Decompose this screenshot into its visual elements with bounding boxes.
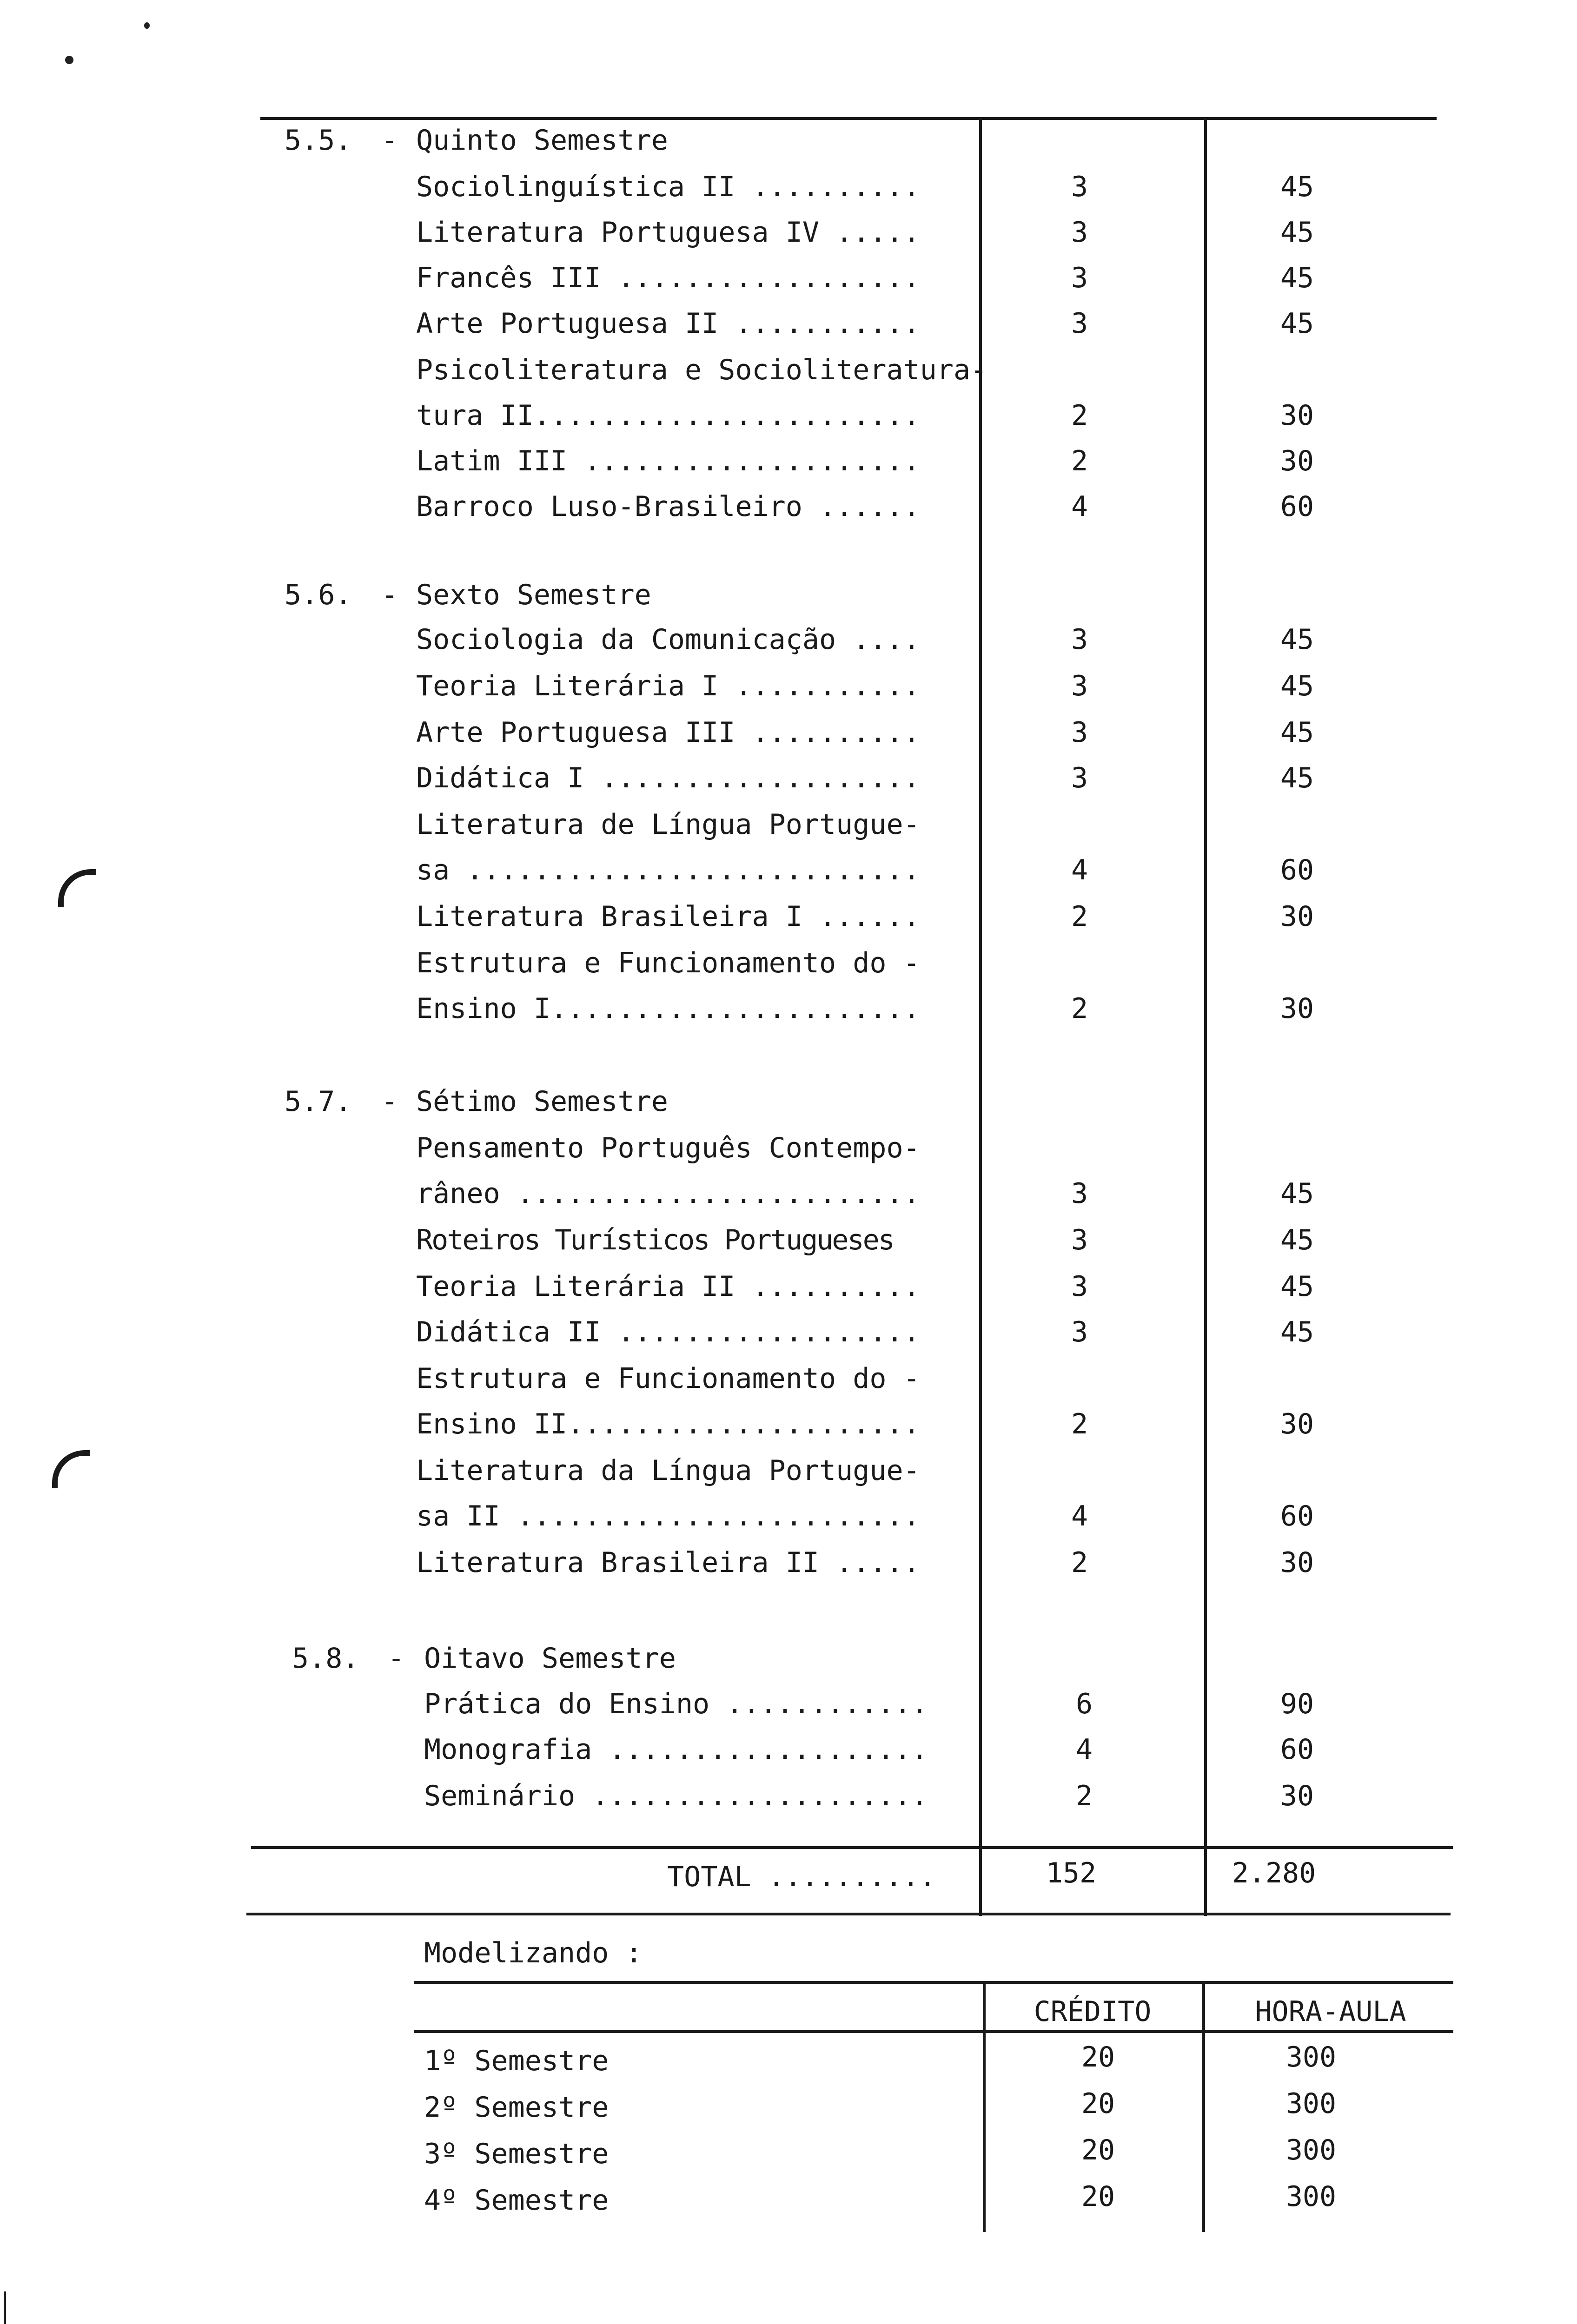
- hours-value: 45: [1280, 1316, 1314, 1348]
- table-top-rule: [260, 117, 1437, 120]
- binder-hole-mark-icon: [52, 1450, 90, 1488]
- course-name: Arte Portuguesa III ..........: [416, 716, 920, 749]
- column-divider-2: [1204, 117, 1207, 1916]
- credit-value: 3: [1071, 171, 1088, 203]
- credit-value: 2: [1071, 900, 1088, 933]
- model-credit: 20: [1081, 2087, 1115, 2120]
- scan-speck: [65, 56, 73, 64]
- course-name: Literatura Brasileira II .....: [416, 1546, 920, 1579]
- model-semester: 2º Semestre: [424, 2091, 609, 2124]
- hours-value: 45: [1280, 623, 1314, 656]
- hours-value: 30: [1280, 992, 1314, 1025]
- total-top-rule: [251, 1846, 1453, 1849]
- course-name: Pensamento Português Contempo-: [416, 1132, 920, 1164]
- course-name: Literatura Portuguesa IV .....: [416, 216, 920, 249]
- credit-value: 6: [1075, 1688, 1093, 1720]
- hours-value: 30: [1280, 399, 1314, 432]
- total-credit: 152: [1046, 1857, 1097, 1889]
- hours-value: 60: [1280, 1500, 1314, 1532]
- credit-value: 3: [1071, 670, 1088, 702]
- hours-value: 30: [1280, 1546, 1314, 1579]
- section-title: Sétimo Semestre: [416, 1085, 668, 1118]
- credit-value: 3: [1071, 762, 1088, 794]
- section-title: Oitavo Semestre: [424, 1642, 676, 1675]
- model-credit: 20: [1081, 2041, 1115, 2073]
- credit-value: 4: [1075, 1733, 1093, 1766]
- course-name: sa ...........................: [416, 854, 920, 886]
- course-name: Monografia ...................: [424, 1733, 928, 1766]
- credit-value: 3: [1071, 1316, 1088, 1348]
- course-name: Psicoliteratura e Socioliteratura-: [416, 354, 987, 386]
- total-label: TOTAL ..........: [667, 1861, 936, 1893]
- hours-value: 30: [1280, 1780, 1314, 1812]
- section-dash: -: [388, 1642, 405, 1675]
- page-edge-vertical: [4, 2291, 6, 2324]
- hours-value: 45: [1280, 670, 1314, 702]
- credit-value: 2: [1071, 1546, 1088, 1579]
- course-name: Roteiros Turísticos Portugueses: [416, 1224, 894, 1256]
- model-credit: 20: [1081, 2180, 1115, 2213]
- model-semester: 3º Semestre: [424, 2138, 609, 2170]
- model-hours: 300: [1285, 2041, 1337, 2073]
- hours-value: 30: [1280, 900, 1314, 933]
- model-column-divider-2: [1202, 1981, 1205, 2232]
- model-top-rule: [414, 1981, 1453, 1984]
- hours-value: 45: [1280, 307, 1314, 340]
- credit-value: 3: [1071, 1177, 1088, 1210]
- credit-value: 3: [1071, 262, 1088, 294]
- hours-value: 45: [1280, 262, 1314, 294]
- hours-value: 90: [1280, 1688, 1314, 1720]
- course-name: Ensino II.....................: [416, 1408, 920, 1440]
- hours-value: 45: [1280, 762, 1314, 794]
- course-name: râneo ........................: [416, 1177, 920, 1210]
- model-credit: 20: [1081, 2134, 1115, 2166]
- section-dash: -: [381, 1085, 398, 1118]
- model-title: Modelizando :: [424, 1937, 643, 1969]
- credit-value: 2: [1075, 1780, 1093, 1812]
- course-name: Estrutura e Funcionamento do -: [416, 1362, 920, 1395]
- total-bottom-rule: [246, 1913, 1451, 1915]
- course-name: Ensino I......................: [416, 992, 920, 1025]
- course-name: Latim III ....................: [416, 445, 920, 477]
- hours-value: 45: [1280, 171, 1314, 203]
- course-name: Sociologia da Comunicação ....: [416, 623, 920, 656]
- course-name: sa II ........................: [416, 1500, 920, 1532]
- column-divider-1: [979, 117, 982, 1916]
- credit-value: 3: [1071, 716, 1088, 749]
- course-name: Didática I ...................: [416, 762, 920, 794]
- section-dash: -: [381, 124, 398, 157]
- total-hours: 2.280: [1232, 1857, 1316, 1889]
- course-name: Prática do Ensino ............: [424, 1688, 928, 1720]
- model-header-rule: [414, 2030, 1453, 2033]
- credit-value: 4: [1071, 1500, 1088, 1532]
- model-column-divider-1: [983, 1981, 986, 2232]
- course-name: Literatura de Língua Portugue-: [416, 808, 920, 841]
- credit-value: 3: [1071, 623, 1088, 656]
- credit-value: 4: [1071, 854, 1088, 886]
- binder-hole-mark-icon: [58, 869, 96, 907]
- credit-value: 3: [1071, 307, 1088, 340]
- model-semester: 4º Semestre: [424, 2184, 609, 2217]
- hours-value: 45: [1280, 1270, 1314, 1303]
- hours-value: 60: [1280, 490, 1314, 523]
- section-number: 5.5.: [285, 124, 352, 157]
- course-name: tura II.......................: [416, 399, 920, 432]
- course-name: Literatura Brasileira I ......: [416, 900, 920, 933]
- course-name: Literatura da Língua Portugue-: [416, 1454, 920, 1487]
- hours-value: 30: [1280, 445, 1314, 477]
- course-name: Seminário ....................: [424, 1780, 928, 1812]
- hours-value: 45: [1280, 1177, 1314, 1210]
- course-name: Arte Portuguesa II ...........: [416, 307, 920, 340]
- section-title: Sexto Semestre: [416, 579, 651, 611]
- course-name: Barroco Luso-Brasileiro ......: [416, 490, 920, 523]
- model-hours: 300: [1285, 2134, 1337, 2166]
- credit-value: 2: [1071, 1408, 1088, 1440]
- course-name: Teoria Literária I ...........: [416, 670, 920, 702]
- model-hours: 300: [1285, 2087, 1337, 2120]
- scan-speck: [144, 22, 150, 29]
- credit-value: 2: [1071, 992, 1088, 1025]
- credit-value: 3: [1071, 1270, 1088, 1303]
- hours-value: 45: [1280, 716, 1314, 749]
- hours-value: 60: [1280, 854, 1314, 886]
- course-name: Teoria Literária II ..........: [416, 1270, 920, 1303]
- credit-value: 3: [1071, 216, 1088, 249]
- section-number: 5.8.: [292, 1642, 359, 1675]
- credit-value: 2: [1071, 399, 1088, 432]
- hours-value: 30: [1280, 1408, 1314, 1440]
- credit-value: 2: [1071, 445, 1088, 477]
- course-name: Sociolinguística II ..........: [416, 171, 920, 203]
- hours-value: 45: [1280, 1224, 1314, 1256]
- course-name: Francês III ..................: [416, 262, 920, 294]
- model-hours: 300: [1285, 2180, 1337, 2213]
- section-dash: -: [381, 579, 398, 611]
- section-title: Quinto Semestre: [416, 124, 668, 157]
- model-semester: 1º Semestre: [424, 2045, 609, 2077]
- hours-value: 45: [1280, 216, 1314, 249]
- course-name: Estrutura e Funcionamento do -: [416, 947, 920, 979]
- section-number: 5.7.: [285, 1085, 352, 1118]
- model-credit-header: CRÉDITO: [1034, 1995, 1152, 2028]
- credit-value: 4: [1071, 490, 1088, 523]
- section-number: 5.6.: [285, 579, 352, 611]
- course-name: Didática II ..................: [416, 1316, 920, 1348]
- model-hours-header: HORA-AULA: [1255, 1995, 1406, 2028]
- credit-value: 3: [1071, 1224, 1088, 1256]
- hours-value: 60: [1280, 1733, 1314, 1766]
